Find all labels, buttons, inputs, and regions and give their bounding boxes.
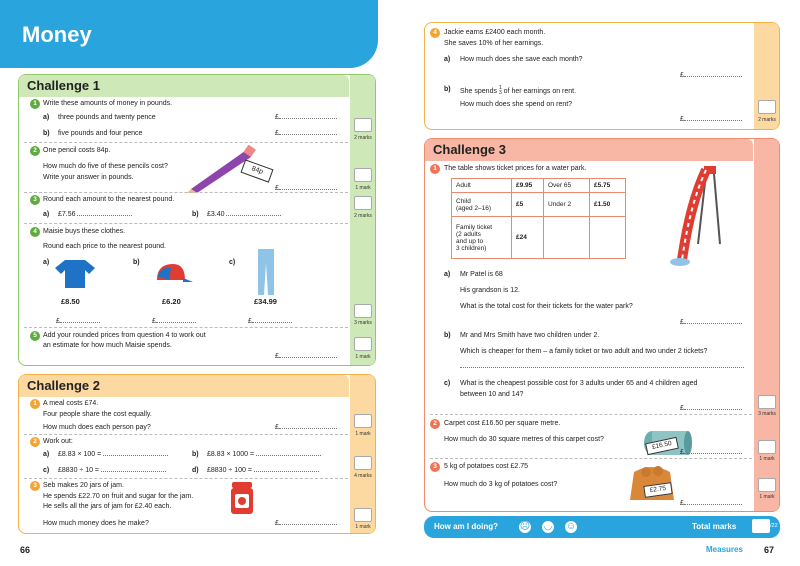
mark-box[interactable]	[354, 118, 372, 132]
question-text: 5 kg of potatoes cost £2.75	[444, 463, 529, 470]
part-label: a)	[43, 211, 50, 218]
question-text: One pencil costs 84p.	[43, 147, 111, 154]
price-label: £34.99	[254, 297, 277, 306]
answer-line[interactable]: £	[680, 500, 742, 507]
pound-symbol: £	[275, 114, 279, 121]
mark-box[interactable]	[354, 456, 372, 470]
question-text: an estimate for how much Maisie spends.	[43, 342, 172, 349]
part-label: a)	[43, 451, 50, 458]
mark-box[interactable]	[354, 414, 372, 428]
question-number: 2	[430, 419, 440, 429]
jam-jar-icon	[230, 482, 254, 514]
question-text: £3.40	[207, 211, 281, 218]
question-text: His grandson is 12.	[460, 287, 520, 294]
question-text: three pounds and twenty pence	[58, 114, 156, 121]
question-number: 3	[30, 195, 40, 205]
divider	[430, 458, 752, 459]
mark-label: 1 mark	[355, 524, 371, 530]
part-label: b)	[133, 259, 140, 266]
question-text: Mr and Mrs Smith have two children under 2.	[460, 332, 600, 339]
part-label: b)	[444, 86, 451, 93]
question-text: Mr Patel is 68	[460, 271, 503, 278]
part-label: b)	[192, 211, 199, 218]
question-text: What is the total cost for their tickets for the water park?	[460, 303, 633, 310]
question-number: 4	[30, 227, 40, 237]
calc-text: £8830 ÷ 100 =	[207, 467, 319, 474]
answer-line[interactable]: £	[56, 318, 100, 325]
question-text: between 10 and 14?	[460, 391, 524, 398]
mark-label: 1 mark	[759, 456, 775, 462]
price-tag: £2.75	[643, 482, 672, 498]
question-text: Write your answer in pounds.	[43, 174, 134, 181]
question-text: She spends 1 3 of her earnings on rent.	[460, 85, 577, 96]
divider	[24, 327, 348, 328]
mark-box[interactable]	[354, 337, 372, 351]
part-label: c)	[444, 380, 451, 387]
section-name: Measures	[706, 545, 743, 554]
question-text: How much do five of these pencils cost?	[43, 163, 168, 170]
mark-box[interactable]	[354, 304, 372, 318]
answer-line[interactable]: £	[275, 353, 337, 360]
question-text: What is the cheapest possible cost for 3 adults under 65 and 4 children aged	[460, 380, 698, 387]
question-number: 4	[430, 28, 440, 38]
answer-line[interactable]: £	[275, 520, 337, 527]
mark-label: 2 marks	[758, 117, 776, 123]
mark-label: 1 mark	[759, 494, 775, 500]
challenge-2-header: Challenge 2	[19, 375, 349, 397]
page-title: Money	[22, 22, 92, 47]
question-text: How much does each person pay?	[43, 424, 151, 431]
divider	[24, 223, 348, 224]
question-text: £7.56	[58, 211, 132, 218]
page-number: 66	[20, 545, 31, 555]
answer-line[interactable]	[275, 130, 337, 137]
water-slide-icon	[668, 164, 722, 268]
answer-line[interactable]	[460, 367, 744, 368]
mark-box[interactable]	[354, 168, 372, 182]
question-text: She saves 10% of her earnings.	[444, 40, 544, 47]
question-number: 1	[30, 399, 40, 409]
calc-text: £8830 ÷ 10 =	[58, 467, 166, 474]
mark-box[interactable]	[354, 196, 372, 210]
answer-line[interactable]: £	[680, 405, 742, 412]
mark-box[interactable]	[758, 100, 776, 114]
question-text: Work out:	[43, 438, 73, 445]
part-label: b)	[192, 451, 199, 458]
question-text: A meal costs £74.	[43, 400, 99, 407]
divider	[24, 192, 348, 193]
question-text: Jackie earns £2400 each month.	[444, 29, 546, 36]
answer-line[interactable]	[275, 185, 337, 192]
divider	[24, 478, 348, 479]
part-label: a)	[43, 259, 50, 266]
question-text: Maisie buys these clothes.	[43, 228, 126, 235]
mark-label: 1 mark	[355, 431, 371, 437]
mark-label: 2 marks	[354, 213, 372, 219]
question-text: The table shows ticket prices for a water park.	[444, 165, 587, 172]
total-marks-out-of: /22	[770, 523, 778, 529]
price-label: £6.20	[162, 297, 181, 306]
jeans-icon	[256, 249, 276, 295]
answer-line[interactable]: £	[680, 72, 742, 79]
answer-line[interactable]: £	[680, 319, 742, 326]
mark-box[interactable]	[354, 508, 372, 522]
part-label: c)	[229, 259, 236, 266]
price-tag: 84p	[241, 159, 274, 182]
how-am-i-doing-label: How am I doing?	[434, 522, 498, 531]
pound-symbol: £	[275, 130, 279, 137]
total-marks-label: Total marks	[692, 522, 737, 531]
part-label: a)	[43, 114, 50, 121]
mark-label: 1 mark	[355, 354, 371, 360]
price-label: £8.50	[61, 297, 80, 306]
mark-box[interactable]	[758, 440, 776, 454]
question-text: How much does she spend on rent?	[460, 101, 573, 108]
part-label: b)	[444, 332, 451, 339]
mark-label: 4 marks	[354, 473, 372, 479]
question-text: Four people share the cost equally.	[43, 411, 152, 418]
mark-label: 3 marks	[758, 411, 776, 417]
question-text: Round each price to the nearest pound.	[43, 243, 166, 250]
answer-line[interactable]	[275, 114, 337, 121]
question-text: How much does she save each month?	[460, 56, 583, 63]
part-label: c)	[43, 467, 50, 474]
question-number: 1	[30, 99, 40, 109]
question-text: five pounds and four pence	[58, 130, 143, 137]
divider	[24, 434, 348, 435]
divider	[24, 142, 348, 143]
mark-label: 3 marks	[354, 320, 372, 326]
question-number: 2	[30, 146, 40, 156]
answer-line[interactable]: £	[152, 318, 196, 325]
challenge-1-header: Challenge 1	[19, 75, 349, 97]
question-text: Carpet cost £16.50 per square metre.	[444, 420, 561, 427]
question-text: How much money does he make?	[43, 520, 149, 527]
calc-text: £8.83 × 100 =	[58, 451, 168, 458]
part-label: a)	[444, 56, 451, 63]
answer-line[interactable]: £	[275, 424, 337, 431]
question-text: He sells all the jars of jam for £2.40 each.	[43, 503, 172, 510]
question-text: How much do 30 square metres of this carpet cost?	[444, 436, 604, 443]
question-number: 5	[30, 331, 40, 341]
answer-line[interactable]: £	[680, 449, 742, 456]
page-number: 67	[764, 545, 775, 555]
calc-text: £8.83 × 1000 =	[207, 451, 321, 458]
question-text: Round each amount to the nearest pound.	[43, 196, 175, 203]
question-number: 3	[30, 481, 40, 491]
answer-line[interactable]: £	[680, 116, 742, 123]
question-text: How much do 3 kg of potatoes cost?	[444, 481, 558, 488]
question-number: 3	[430, 462, 440, 472]
divider	[430, 414, 752, 415]
question-text: Write these amounts of money in pounds.	[43, 100, 173, 107]
mark-box[interactable]	[758, 395, 776, 409]
question-text: Which is cheaper for them – a family ticket or two adult and two under 2 tickets?	[460, 348, 708, 355]
question-text: Seb makes 20 jars of jam.	[43, 482, 124, 489]
ticket-price-table: Adult £9.95 Over 65 £5.75 Child (aged 2–16) £5 Under 2 £1.50 Family ticket (2 adults and up to 3 children) £24	[451, 178, 626, 259]
mark-box[interactable]	[758, 478, 776, 492]
question-number: 1	[430, 164, 440, 174]
part-label: a)	[444, 271, 451, 278]
price-tag: £16.50	[645, 437, 679, 455]
question-number: 2	[30, 437, 40, 447]
challenge-3-header: Challenge 3	[425, 139, 753, 161]
total-marks-box[interactable]	[752, 519, 770, 533]
cap-icon	[153, 262, 193, 286]
answer-line[interactable]: £	[248, 318, 292, 325]
sad-face-icon[interactable]: ☹	[519, 521, 531, 532]
mark-label: 1 mark	[355, 185, 371, 191]
part-label: d)	[192, 467, 199, 474]
pound-symbol: £	[275, 185, 279, 192]
question-text: He spends £22.70 on fruit and sugar for the jam.	[43, 493, 194, 500]
question-text: Add your rounded prices from question 4 to work out	[43, 332, 206, 339]
happy-face-icon[interactable]: ☺	[565, 521, 577, 532]
neutral-face-icon[interactable]: ◡	[541, 520, 555, 534]
mark-label: 2 marks	[354, 135, 372, 141]
part-label: b)	[43, 130, 50, 137]
t-shirt-icon	[55, 258, 95, 290]
